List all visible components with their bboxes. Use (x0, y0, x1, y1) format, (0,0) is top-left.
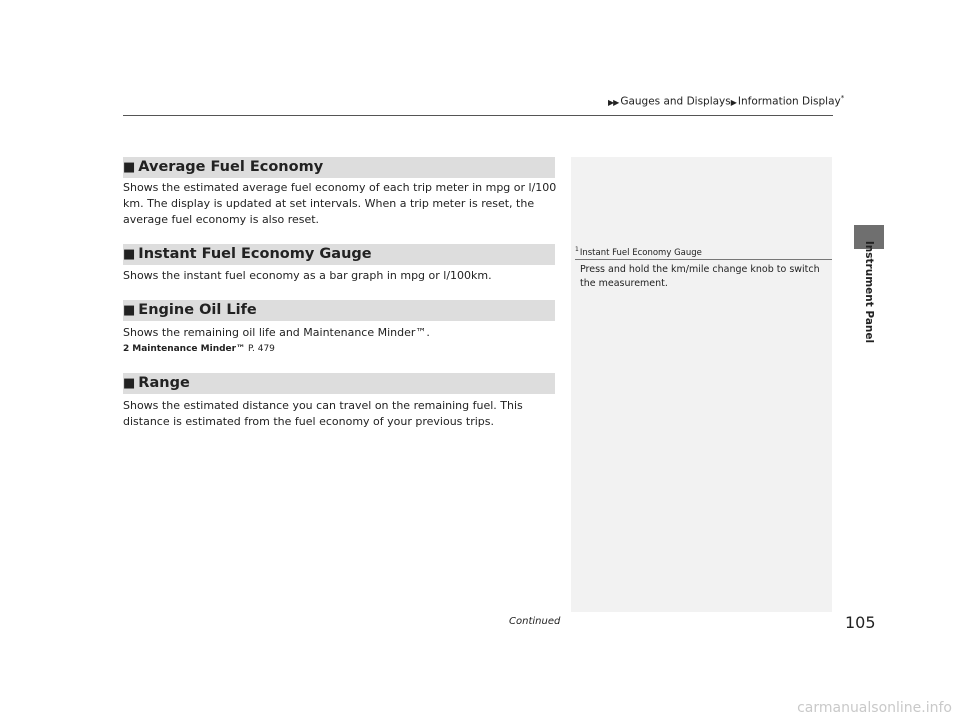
breadcrumb-arrows: ▶▶ (608, 97, 619, 107)
xref-page: P. 479 (247, 344, 275, 354)
breadcrumb (608, 94, 844, 108)
section-marker: ■ (123, 303, 136, 318)
section-heading-range (123, 373, 555, 394)
note-index: 1 (575, 246, 579, 253)
xref-label: Maintenance Minder™ (132, 344, 246, 354)
xref-arrow-icon: 2 (123, 344, 130, 354)
maintenance-minder-link[interactable] (123, 341, 558, 357)
continued-label: Continued (509, 616, 561, 627)
section-heading-engine-oil-life (123, 300, 555, 321)
note-rule (575, 259, 832, 260)
section-title: Average Fuel Economy (138, 159, 324, 175)
section-body-engine-oil-life (123, 325, 558, 357)
section-marker: ■ (123, 376, 136, 391)
chapter-label: Instrument Panel (863, 240, 875, 344)
note-title (575, 246, 702, 258)
watermark: carmanualsonline.info (797, 700, 952, 716)
header-rule (123, 115, 833, 116)
section-marker: ■ (123, 247, 136, 262)
section-body-average-fuel-economy: Shows the estimated average fuel economy of each trip meter in mpg or l/100 km. The display is updated at set intervals. When a trip meter is reset, the average fuel economy is also reset. (123, 181, 557, 226)
page-number: 105 (845, 613, 876, 632)
section-heading-average-fuel-economy (123, 157, 555, 178)
section-title: Engine Oil Life (138, 302, 257, 318)
engine-oil-life-text: Shows the remaining oil life and Maintenance Minder™. (123, 326, 430, 339)
section-title: Range (138, 375, 190, 391)
sidebar-notes-panel (571, 157, 832, 612)
section-heading-instant-fuel-economy-gauge (123, 244, 555, 265)
breadcrumb-page[interactable]: Information Display (737, 95, 841, 108)
breadcrumb-arrow: ▶ (730, 97, 736, 107)
breadcrumb-section[interactable]: Gauges and Displays (620, 95, 731, 108)
section-body-instant-fuel-economy-gauge: Shows the instant fuel economy as a bar graph in mpg or l/100km. (123, 269, 492, 282)
note-title-text: Instant Fuel Economy Gauge (579, 247, 702, 258)
section-title: Instant Fuel Economy Gauge (138, 246, 372, 262)
section-body-range: Shows the estimated distance you can travel on the remaining fuel. This distance is estimated from the fuel economy of your previous trips. (123, 399, 523, 428)
section-marker: ■ (123, 160, 136, 175)
note-text: Press and hold the km/mile change knob to switch the measurement. (580, 264, 820, 289)
breadcrumb-asterisk: * (840, 94, 845, 102)
